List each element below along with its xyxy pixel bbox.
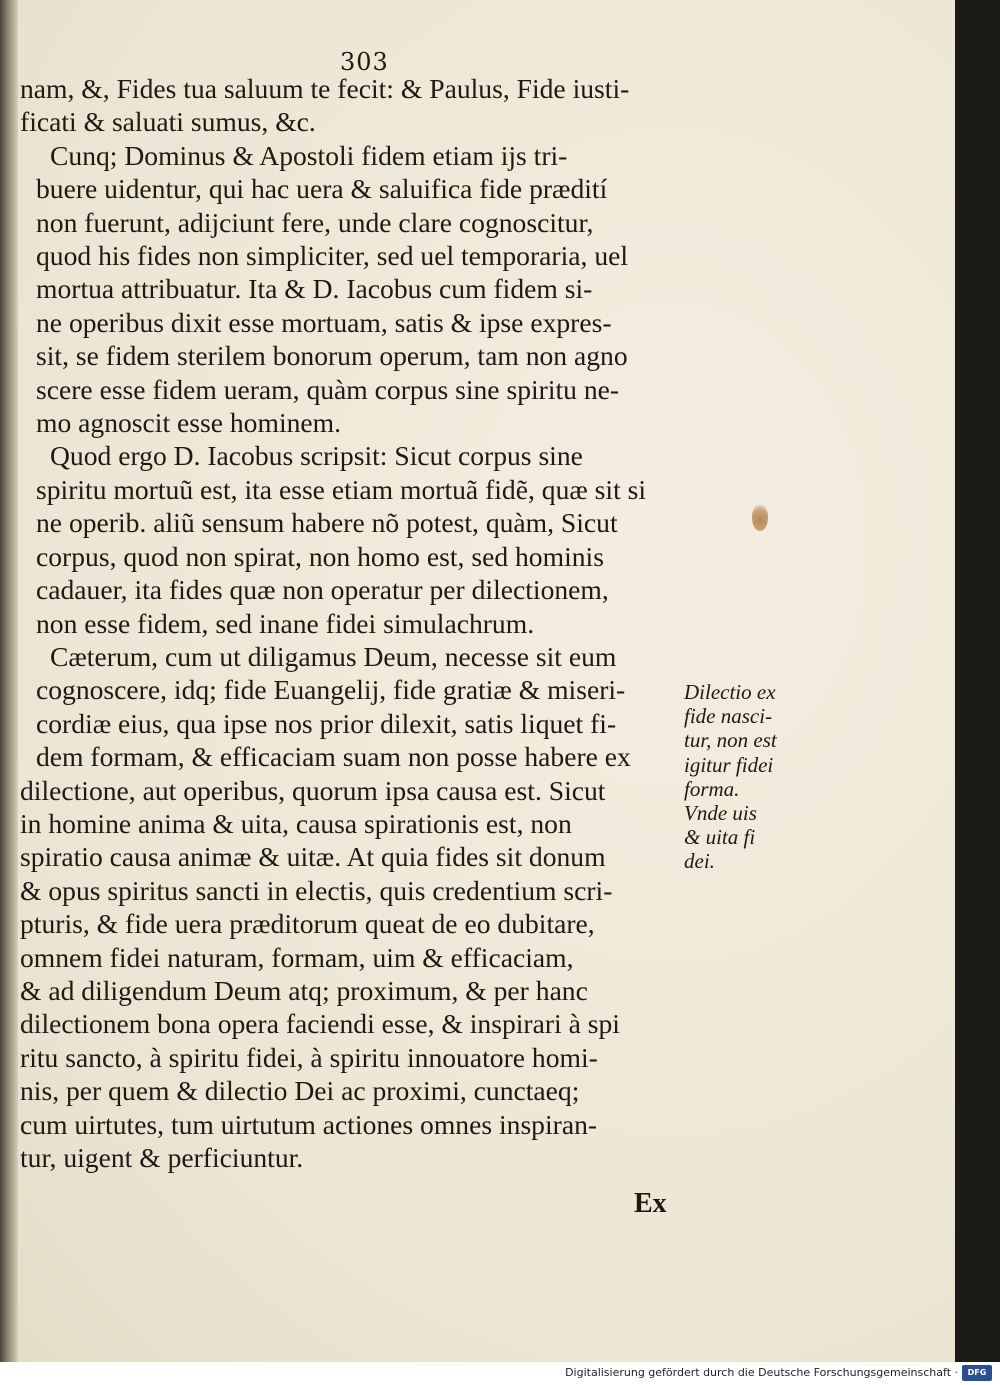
- text-line: Cæterum, cum ut diligamus Deum, necesse sit eum: [50, 640, 617, 672]
- margin-note: [684, 680, 809, 874]
- text-line: mo agnoscit esse hominem.: [36, 407, 342, 439]
- margin-note-line: igitur fidei: [684, 752, 774, 777]
- margin-note-line: Vnde uis: [684, 801, 757, 826]
- text-line: non esse fidem, sed inane fidei simulachrum.: [36, 607, 535, 639]
- text-line: pturis, & fide uera præditorum queat de eo dubitare,: [20, 908, 595, 940]
- text-line: ne operibus dixit esse mortuam, satis & ipse expres-: [36, 306, 612, 338]
- text-line: Cunq; Dominus & Apostoli fidem etiam ijs tri-: [50, 139, 568, 171]
- text-line: quod his fides non simpliciter, sed uel temporaria, uel: [36, 240, 629, 272]
- margin-note-line: dei.: [684, 849, 715, 874]
- text-line: nam, &, Fides tua saluum te fecit: & Paulus, Fide iusti-: [20, 73, 630, 104]
- text-line: buere uidentur, qui hac uera & saluifica fide prædití: [36, 173, 608, 205]
- margin-note-line: forma.: [684, 776, 740, 801]
- text-line: ficati & saluati sumus, &c.: [20, 106, 316, 138]
- text-line: & ad diligendum Deum atq; proximum, & per hanc: [20, 974, 588, 1006]
- margin-note-line: Dilectio ex: [684, 680, 776, 704]
- text-line: dilectione, aut operibus, quorum ipsa causa est. Sicut: [20, 774, 606, 806]
- text-line: cordiæ eius, qua ipse nos prior dilexit, satis liquet fi-: [36, 707, 617, 739]
- text-line: omnem fidei naturam, formam, uim & efficaciam,: [20, 941, 574, 973]
- text-line: ritu sancto, à spiritu fidei, à spiritu innouatore homi-: [20, 1041, 598, 1073]
- funding-credit: Digitalisierung gefördert durch die Deutsche Forschungsgemeinschaft ·: [565, 1366, 958, 1379]
- text-line: cadauer, ita fides quæ non operatur per dilectionem,: [36, 574, 609, 606]
- text-line: Quod ergo D. Iacobus scripsit: Sicut corpus sine: [50, 440, 583, 472]
- text-line: dem formam, & efficaciam suam non posse habere ex: [36, 741, 631, 773]
- text-line: tur, uigent & perficiuntur.: [20, 1142, 304, 1173]
- text-line: nis, per quem & dilectio Dei ac proximi, cunctaeq;: [20, 1075, 580, 1107]
- page-number: 303: [340, 48, 389, 76]
- text-line: ne operib. aliũ sensum habere nõ potest, quàm, Sicut: [36, 507, 618, 539]
- binding-gutter: [0, 0, 18, 1362]
- text-line: dilectionem bona opera faciendi esse, & inspirari à spi: [20, 1008, 620, 1040]
- text-line: cum uirtutes, tum uirtutum actiones omnes inspiran-: [20, 1108, 598, 1140]
- margin-note-line: fide nasci-: [684, 704, 773, 729]
- footer-bar: [0, 1362, 1000, 1385]
- text-line: scere esse fidem ueram, quàm corpus sine spiritu ne-: [36, 373, 620, 405]
- text-line: non fuerunt, adijciunt fere, unde clare cognoscitur,: [36, 206, 594, 238]
- text-line: spiratio causa animæ & uitæ. At quia fides sit donum: [20, 841, 606, 873]
- text-line: spiritu mortuũ est, ita esse etiam mortuã fidẽ, quæ sit si: [36, 473, 647, 505]
- margin-note-line: tur, non est: [684, 728, 777, 753]
- text-line: mortua attribuatur. Ita & D. Iacobus cum fidem si-: [36, 273, 593, 305]
- paper-stain: [752, 505, 768, 531]
- margin-note-line: & uita fi: [684, 825, 756, 850]
- dfg-logo-icon: DFG: [962, 1365, 992, 1381]
- text-line: & opus spiritus sancti in electis, quis credentium scri-: [20, 874, 613, 906]
- text-line: cognoscere, idq; fide Euangelij, fide gratiæ & miseri-: [36, 674, 626, 706]
- body-text: [20, 72, 700, 1174]
- text-line: in homine anima & uita, causa spirationis est, non: [20, 807, 572, 839]
- text-line: corpus, quod non spirat, non homo est, sed hominis: [36, 540, 604, 572]
- catchword: Ex: [634, 1188, 667, 1219]
- text-line: sit, se fidem sterilem bonorum operum, tam non agno: [36, 340, 628, 372]
